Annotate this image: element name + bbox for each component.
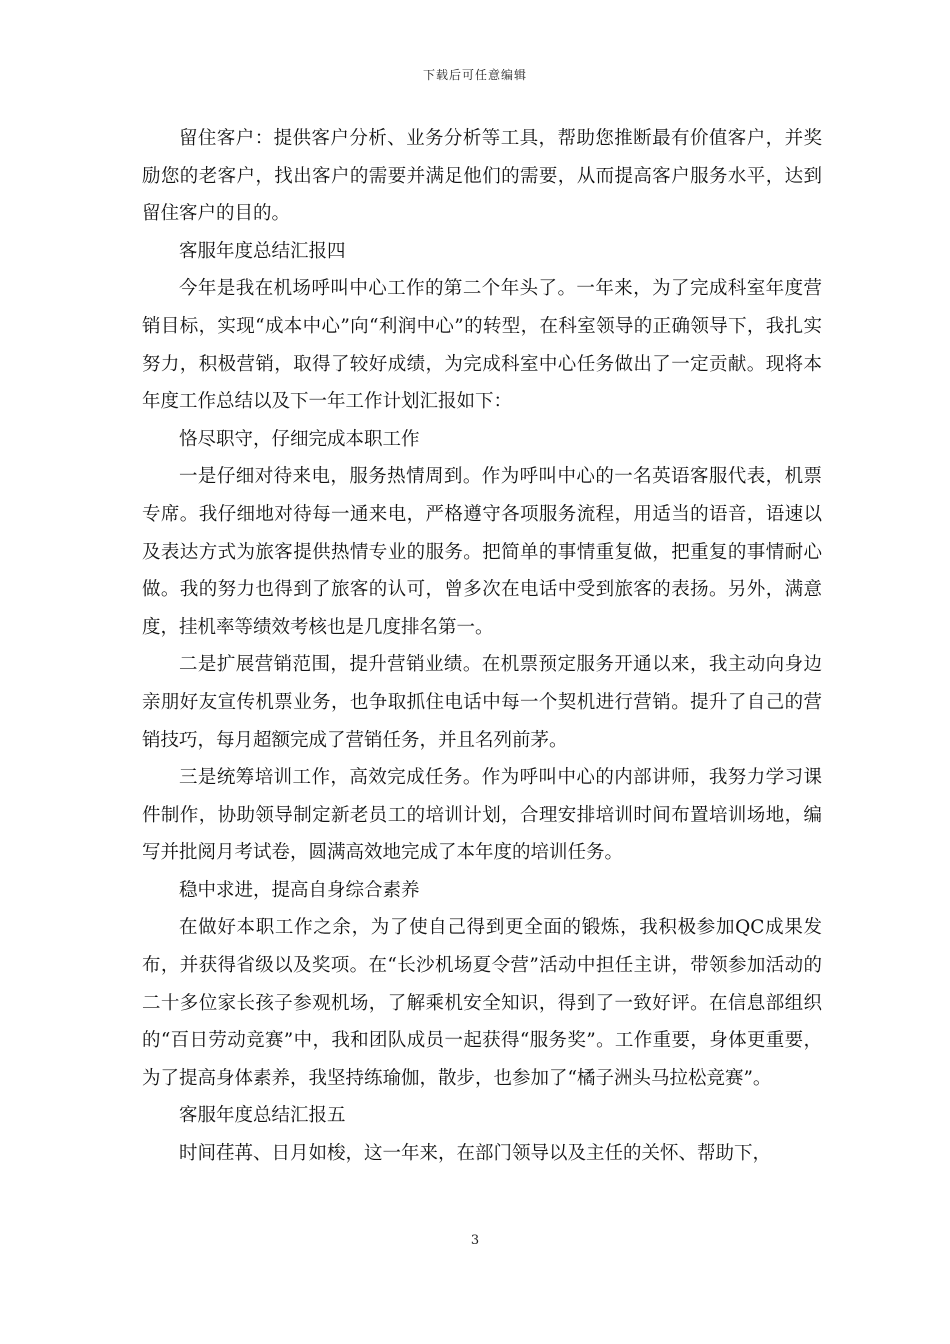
subheading-improve: 稳中求进，提高自身综合素养 — [179, 879, 420, 901]
paragraph-point-two: 二是扩展营销范围，提升营销业绩。在机票预定服务开通以来，我主动向身边亲朋好友宣传机票业务，也争取抓住电话中每一个契机进行营销。提升了自己的营销技巧，每月超额完成了营销任务，并且名列前茅。 — [142, 654, 822, 751]
paragraph-retain-customers: 留住客户：提供客户分析、业务分析等工具，帮助您推断最有价值客户，并奖励您的老客户，找出客户的需要并满足他们的需要，从而提高客户服务水平，达到留住客户的目的。 — [142, 128, 822, 225]
paragraph-point-one: 一是仔细对待来电，服务热情周到。作为呼叫中心的一名英语客服代表，机票专席。我仔细地对待每一通来电，严格遵守各项服务流程，用适当的语音，语速以及表达方式为旅客提供热情专业的服务。把简单的事情重复做，把重复的事情耐心做。我的努力也得到了旅客的认可，曾多次在电话中受到旅客的表扬。另外，满意度，挂机率等绩效考核也是几度排名第一。 — [142, 466, 822, 638]
paragraph-report-five-start: 时间荏苒、日月如梭，这一年来，在部门领导以及主任的关怀、帮助下， — [179, 1143, 772, 1165]
page-header: 下载后可任意编辑 — [422, 68, 527, 82]
subheading-duty: 恪尽职守，仔细完成本职工作 — [179, 428, 420, 450]
paragraph-activities: 在做好本职工作之余，为了使自己得到更全面的锻炼，我积极参加QC成果发布，并获得省级以及奖项。在“长沙机场夏令营”活动中担任主讲，带领参加活动的二十多位家长孩子参观机场，了解乘机安全知识，得到了一致好评。在信息部组织的“百日劳动竞赛”中，我和团队成员一起获得“服务奖”。工作重要，身体更重要，为了提高身体素养，我坚持练瑜伽，散步，也参加了“橘子洲头马拉松竞赛”。 — [142, 917, 822, 1089]
document-body — [142, 120, 822, 1173]
page-number: 3 — [470, 1233, 480, 1248]
section-heading-report-five: 客服年度总结汇报五 — [179, 1105, 346, 1127]
paragraph-point-three: 三是统筹培训工作，高效完成任务。作为呼叫中心的内部讲师，我努力学习课件制作，协助领导制定新老员工的培训计划，合理安排培训时间布置培训场地，编写并批阅月考试卷，圆满高效地完成了本年度的培训任务。 — [142, 767, 822, 864]
paragraph-intro: 今年是我在机场呼叫中心工作的第二个年头了。一年来，为了完成科室年度营销目标，实现“成本中心”向“利润中心”的转型，在科室领导的正确领导下，我扎实努力，积极营销，取得了较好成绩，为完成科室中心任务做出了一定贡献。现将本年度工作总结以及下一年工作计划汇报如下： — [142, 278, 822, 413]
section-heading-report-four: 客服年度总结汇报四 — [179, 240, 346, 262]
